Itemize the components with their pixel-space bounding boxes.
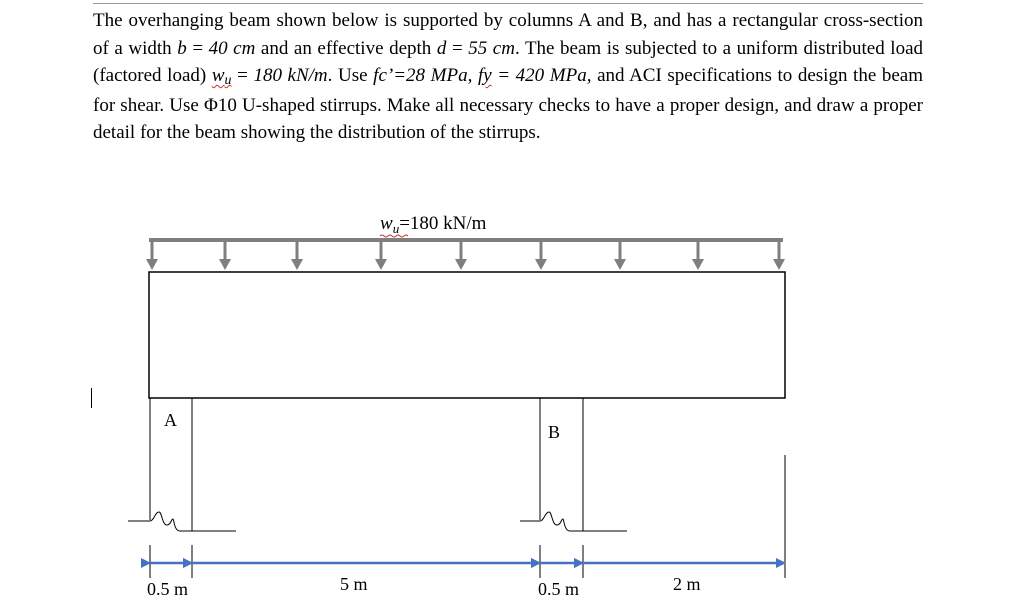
load-bar xyxy=(149,238,783,242)
load-arrow xyxy=(692,242,704,270)
load-arrow xyxy=(146,242,158,270)
load-arrow xyxy=(614,242,626,270)
load-subscript: u xyxy=(224,73,232,89)
load-arrow xyxy=(535,242,547,270)
column-a xyxy=(128,398,236,531)
width-value: 40 cm xyxy=(208,37,256,59)
load-symbol: w xyxy=(211,65,225,87)
problem-text-2: = xyxy=(186,37,209,59)
dimension-label-3: 0.5 m xyxy=(538,579,580,599)
dimension-label-1: 0.5 m xyxy=(147,579,189,599)
problem-text-3: and an effective depth xyxy=(255,37,437,59)
steel-yield-value: = 420 MPa, xyxy=(491,65,592,87)
support-label-a: A xyxy=(164,410,177,430)
support-label-b: B xyxy=(548,422,561,442)
load-arrow xyxy=(291,242,303,270)
dimension-label-2: 5 m xyxy=(340,574,368,594)
load-arrow xyxy=(219,242,231,270)
concrete-strength: fc’=28 MPa, xyxy=(373,65,473,87)
distributed-load xyxy=(146,238,785,270)
depth-value: 55 cm xyxy=(468,37,515,59)
problem-text-4: = xyxy=(446,37,469,59)
dimension-label-4: 2 m xyxy=(673,574,701,594)
problem-text-7: . Use xyxy=(327,65,374,87)
load-label: $w_u=180$ kN/m xyxy=(380,213,487,236)
load-arrow xyxy=(375,242,387,270)
problem-text-1: The overhanging beam shown below is supported by columns A and B, and has a rectangular cross-section of a width xyxy=(93,10,923,59)
load-arrow xyxy=(773,242,785,270)
problem-text-6: = xyxy=(231,65,254,87)
load-value: 180 kN/m xyxy=(253,65,328,87)
steel-yield-symbol: fy xyxy=(477,65,492,87)
load-arrow xyxy=(455,242,467,270)
width-symbol: b xyxy=(177,37,187,59)
beam xyxy=(149,272,785,398)
problem-text-5: . The beam is subjected to a uniform distributed load (factored load) xyxy=(93,37,924,87)
column-b xyxy=(520,398,627,531)
problem-text-9: and ACI specifications to design the beam for shear. Use Φ10 U-shaped stirrups. Make all necessary checks to have a proper design, and draw a proper detail for the beam showing the distribution of the stirrups. xyxy=(93,65,924,144)
depth-symbol: d xyxy=(436,37,447,59)
